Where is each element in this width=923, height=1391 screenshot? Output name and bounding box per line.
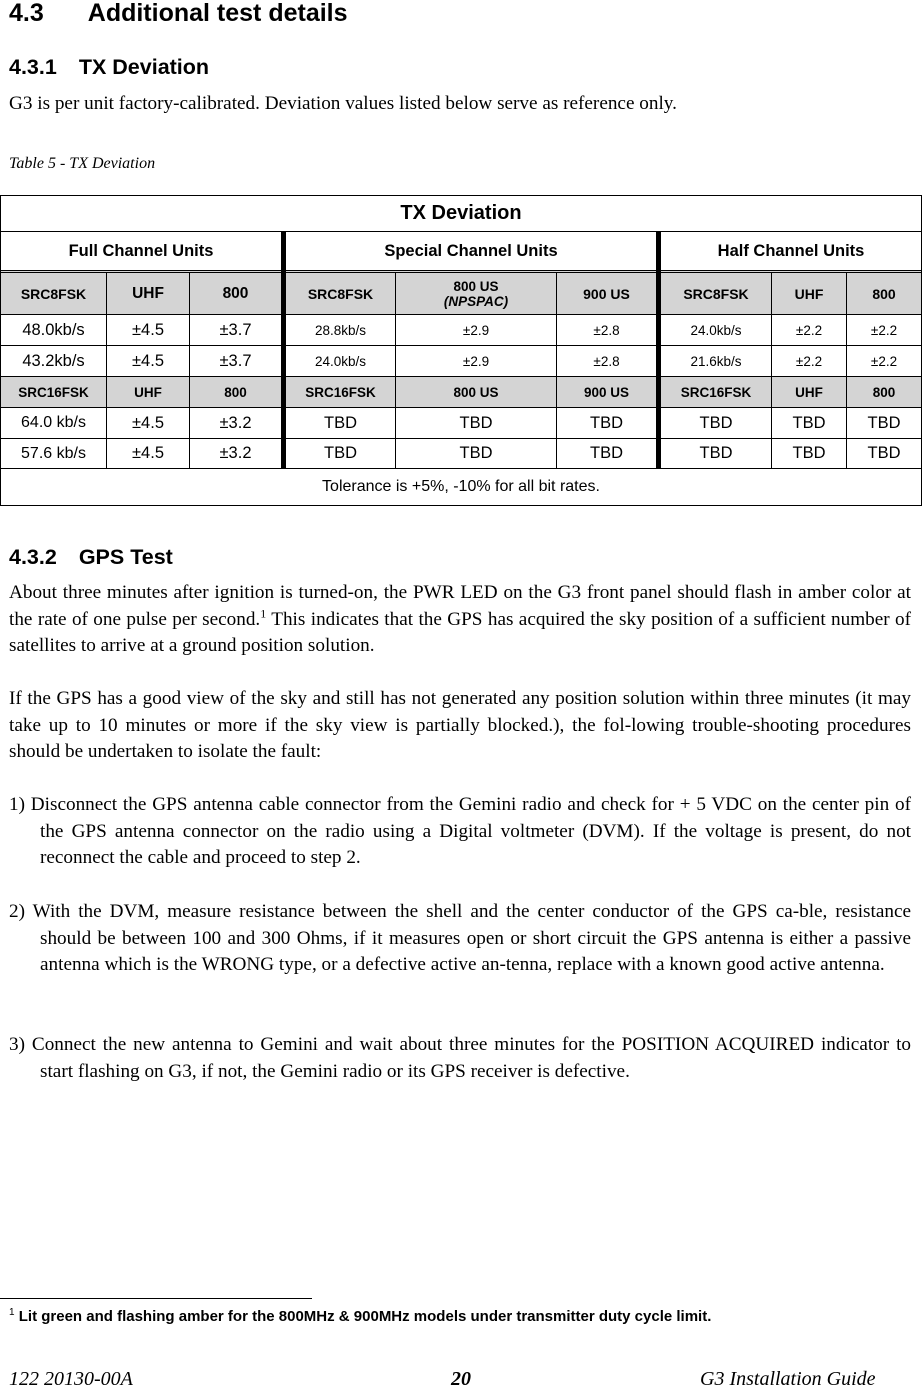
- gps-paragraph-1-part-b: This indicates that the GPS has acquired the sky position of a sufficient number of satellites to arrive at a ground position solution.: [9, 608, 911, 656]
- column-header: 800: [224, 384, 247, 400]
- column-header-line: 800 US: [453, 278, 499, 294]
- table-cell: 64.0 kb/s: [21, 414, 86, 431]
- table-cell: ±2.8: [593, 322, 620, 338]
- tolerance-note: Tolerance is +5%, -10% for all bit rates.: [322, 478, 600, 495]
- column-header: UHF: [134, 384, 162, 400]
- column-header-800us-npspac: [396, 273, 556, 314]
- footnote: [9, 1307, 711, 1325]
- column-header: 900 US: [583, 285, 630, 302]
- table-caption: Table 5 - TX Deviation: [9, 155, 156, 172]
- table-cell: ±4.5: [132, 351, 164, 370]
- table-cell: ±3.7: [219, 320, 252, 339]
- column-header: SRC8FSK: [20, 285, 87, 302]
- column-header: 900 US: [583, 384, 630, 400]
- footnote-reference: 1: [260, 606, 267, 621]
- gps-paragraph-2: If the GPS has a good view of the sky and still has not generated any position solution within three minutes (it may take up to 10 minutes or more if the sky view is partially blocked.), the fol-lowing trouble-shooting procedures should be undertaken to isolate the fault:: [9, 688, 911, 762]
- table-cell: 24.0kb/s: [690, 322, 742, 338]
- table-cell: ±3.2: [219, 444, 252, 462]
- section-number: 4.3: [9, 0, 44, 27]
- table-cell: TBD: [867, 413, 901, 432]
- section-heading: [9, 0, 348, 28]
- column-header: UHF: [132, 284, 164, 302]
- subsection-title: GPS Test: [78, 545, 173, 569]
- subsection-number: 4.3.1: [9, 55, 57, 79]
- table-cell: 28.8kb/s: [314, 322, 367, 338]
- table-cell: TBD: [792, 444, 826, 462]
- column-header: SRC16FSK: [305, 384, 376, 400]
- column-header-line: (NPSPAC): [443, 293, 509, 309]
- subsection-number: 4.3.2: [9, 545, 57, 569]
- table-cell: ±2.8: [593, 353, 620, 369]
- tx-intro-text: G3 is per unit factory-calibrated. Deviation values listed below serve as reference only.: [9, 93, 677, 114]
- column-header: 800: [222, 284, 249, 302]
- troubleshoot-step-1: 1) Disconnect the GPS antenna cable connector from the Gemini radio and check for + 5 VDC on the center pin of the GPS antenna connector on the radio using a Digital voltmeter (DVM). If the voltage is present, do not reconnect the cable and proceed to step 2.: [9, 794, 911, 868]
- group-half-channel: Half Channel Units: [717, 241, 865, 260]
- table-cell: 43.2kb/s: [22, 351, 85, 370]
- column-header: UHF: [794, 285, 824, 302]
- table-cell: ±2.2: [870, 353, 898, 369]
- section-title: Additional test details: [87, 0, 348, 27]
- column-header: SRC16FSK: [18, 384, 89, 400]
- table-cell: TBD: [459, 444, 493, 462]
- column-header: SRC8FSK: [683, 285, 749, 302]
- subsection-heading-tx: [9, 55, 209, 80]
- table-cell: ±4.5: [132, 320, 164, 339]
- troubleshoot-step-3: 3) Connect the new antenna to Gemini and wait about three minutes for the POSITION ACQUIRED indicator to start flashing on G3, if not, the Gemini radio or its GPS receiver is defective.: [9, 1034, 911, 1082]
- table-cell: TBD: [867, 444, 901, 462]
- table-cell: TBD: [590, 444, 623, 462]
- column-header: 800: [872, 384, 896, 400]
- footer-doc-number: 122 20130-00A: [9, 1368, 133, 1390]
- tx-deviation-table: [0, 195, 922, 506]
- column-header: 800: [872, 285, 896, 302]
- footer-page-number: 20: [451, 1368, 471, 1390]
- table-cell: ±4.5: [132, 444, 164, 462]
- table-cell: TBD: [324, 413, 357, 432]
- table-cell: ±3.7: [219, 351, 252, 370]
- column-header: UHF: [795, 384, 823, 400]
- table-cell: 57.6 kb/s: [21, 444, 86, 462]
- footer-doc-title: G3 Installation Guide: [700, 1368, 876, 1390]
- table-cell: TBD: [459, 413, 493, 432]
- group-special-channel: Special Channel Units: [384, 241, 558, 260]
- troubleshoot-step-2: 2) With the DVM, measure resistance between the shell and the center conductor of the GPS ca-ble, resistance should be between 100 and 300 Ohms, if it measures open or short circuit the GPS antenna is either a passive antenna which is the WRONG type, or a defective active an-tenna, replace with a known good active antenna.: [9, 901, 911, 975]
- column-header: 800 US: [453, 384, 499, 400]
- table-cell: 21.6kb/s: [690, 353, 742, 369]
- footnote-divider: [0, 1298, 312, 1299]
- table-title: TX Deviation: [400, 202, 522, 224]
- table-cell: ±2.2: [795, 353, 823, 369]
- table-cell: TBD: [590, 413, 623, 432]
- table-cell: ±2.2: [870, 322, 898, 338]
- table-cell: 24.0kb/s: [314, 353, 367, 369]
- table-cell: ±2.9: [462, 353, 490, 369]
- table-cell: ±4.5: [132, 413, 164, 432]
- table-cell: ±2.9: [462, 322, 490, 338]
- table-cell: TBD: [699, 444, 733, 462]
- gps-paragraph-1: [9, 580, 911, 660]
- table-cell: TBD: [324, 444, 357, 462]
- subsection-title: TX Deviation: [78, 55, 210, 79]
- column-header: SRC16FSK: [680, 384, 752, 400]
- table-cell: TBD: [792, 413, 826, 432]
- table-cell: ±3.2: [219, 413, 252, 432]
- table-cell: TBD: [699, 413, 733, 432]
- gps-paragraph-1-part-a: About three minutes after ignition is turned-on, the PWR LED on the G3 front panel should flash in amber color at the rate of one pulse per second.: [9, 582, 911, 630]
- footnote-mark: 1: [9, 1307, 15, 1318]
- column-header: SRC8FSK: [307, 285, 374, 302]
- table-cell: 48.0kb/s: [22, 320, 85, 339]
- footnote-text: Lit green and flashing amber for the 800MHz & 900MHz models under transmitter duty cycle limit.: [18, 1308, 712, 1325]
- group-full-channel: Full Channel Units: [68, 241, 214, 260]
- subsection-heading-gps: [9, 545, 173, 570]
- table-cell: ±2.2: [795, 322, 823, 338]
